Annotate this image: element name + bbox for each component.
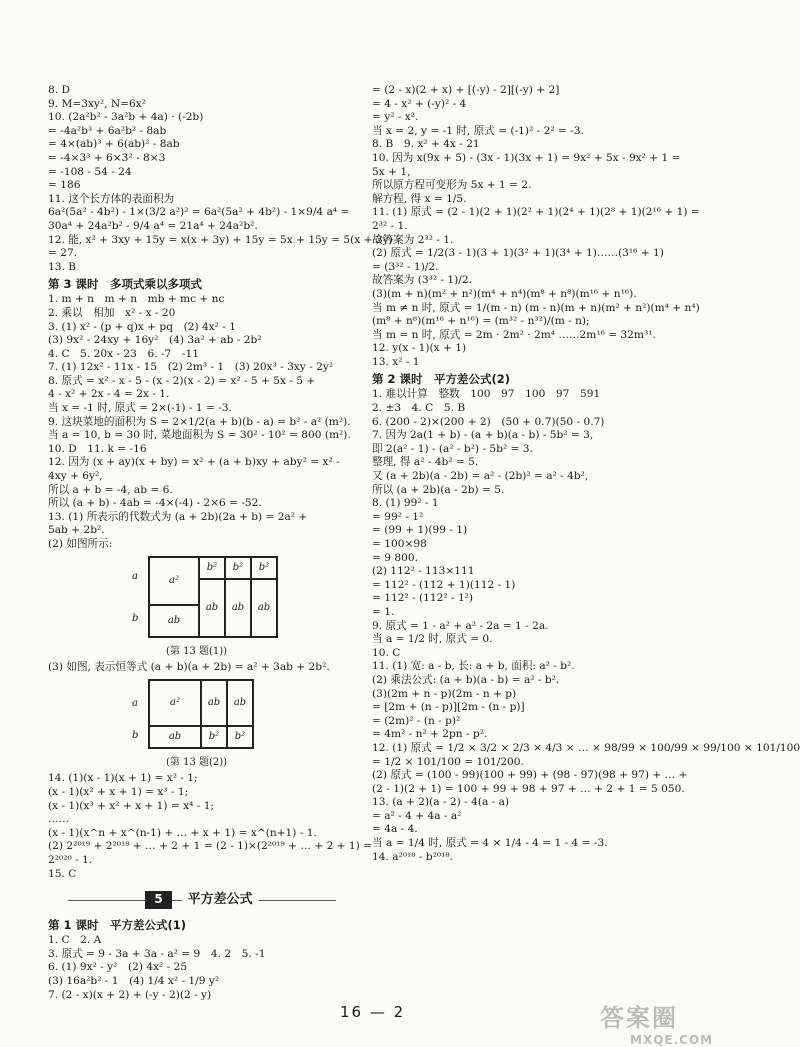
fig1-label-a: a bbox=[132, 570, 138, 582]
answers-block-2 bbox=[48, 293, 356, 551]
answer-line: 4xy + 6y², bbox=[48, 470, 103, 483]
fig2-cell-b2-1: b² bbox=[201, 726, 227, 748]
answer-line: 30a⁴ + 24a²b² - 9/4 a⁴ = 21a⁴ + 24a²b². bbox=[48, 219, 258, 232]
answer-line: 9. 原式 = 1 - a² + a² - 2a = 1 - 2a. bbox=[372, 619, 549, 632]
answer-line: (2) 乘法公式: (a + b)(a - b) = a² - b². bbox=[372, 673, 560, 686]
answer-line: (2) 原式 = (100 - 99)(100 + 99) + (98 - 97)(98 + 97) + … + bbox=[372, 769, 688, 782]
answer-line: 12. 能, x² + 3xy + 15y = x(x + 3y) + 15y = 5x + 15y = 5(x + 3y) bbox=[48, 233, 393, 246]
answers-block-right-2 bbox=[372, 388, 800, 864]
answer-line: 10. 因为 x(9x + 5) - (3x - 1)(3x + 1) = 9x² + 5x - 9x² + 1 = bbox=[372, 151, 681, 164]
answer-line: (2) 如图所示: bbox=[48, 538, 113, 550]
answer-line: (3) 16a²b² - 1 (4) 1/4 x² - 1/9 y² bbox=[48, 974, 220, 987]
answer-line: 6a²(5a² - 4b²) - 1×(3/2 a²)² = 6a²(5a² + 4b²) - 1×9/4 a⁴ = bbox=[48, 206, 350, 219]
answer-line: 8. B 9. x² + 4x - 21 bbox=[372, 138, 480, 151]
fig2-cell-a2: a² bbox=[149, 680, 201, 726]
fig2-cell-ab: ab bbox=[149, 726, 201, 748]
answer-line: = 4m² - n² + 2pn - p². bbox=[372, 728, 488, 741]
fig2-grid bbox=[148, 679, 254, 749]
fig2-label-b: b bbox=[132, 729, 139, 741]
answer-line: (3)(m + n)(m² + n²)(m⁴ + n⁴)(m⁸ + n⁸)(m¹⁶ + n¹⁶). bbox=[372, 287, 637, 300]
fig1-grid bbox=[148, 556, 278, 638]
answer-line: 1. m + n m + n mb + mc + nc bbox=[48, 293, 225, 306]
answer-line: 8. (1) 99² - 1 bbox=[372, 497, 439, 510]
answer-line: 故答案为 (3³² - 1)/2. bbox=[372, 274, 472, 287]
chapter-banner bbox=[48, 889, 356, 911]
answer-line: = 186 bbox=[48, 179, 81, 192]
fig2-label-a: a bbox=[132, 697, 138, 709]
answer-line: = a² - 4 + 4a - a² bbox=[372, 809, 462, 822]
answers-block-3 bbox=[48, 661, 356, 675]
answer-line: 1. C 2. A bbox=[48, 934, 102, 947]
answer-line: 故答案为 2³² - 1. bbox=[372, 233, 454, 246]
answer-line: 即 2(a² - 1) - (a² - b²) - 5b² = 3. bbox=[372, 442, 533, 455]
answer-line: 10. (2a²b² - 3a²b + 4a) · (-2b) bbox=[48, 111, 204, 124]
answer-line: 当 m ≠ n 时, 原式 = 1/(m - n) (m - n)(m + n)(m² + n²)(m⁴ + n⁴) bbox=[372, 301, 700, 314]
answer-line: 12. 因为 (x + ay)(x + by) = x² + (a + b)xy + aby² = x² - bbox=[48, 456, 340, 469]
figure-13-2 bbox=[132, 679, 356, 770]
answer-line: 6. (200 - 2)×(200 + 2) (50 + 0.7)(50 - 0.7) bbox=[372, 415, 605, 428]
fig2-cell-ab-3: ab bbox=[227, 680, 253, 726]
answer-line: 9. 这块菜地的面积为 S = 2×1/2(a + b)(b - a) = b² - a² (m²). bbox=[48, 415, 351, 428]
section-heading-lesson3: 第 3 课时 多项式乘以多项式 bbox=[48, 277, 203, 292]
fig1-cell-b2-3: b² bbox=[251, 557, 277, 579]
answer-line: 所以 (a + b) - 4ab = -4×(-4) - 2×6 = -52. bbox=[48, 497, 262, 510]
answer-line: = 4×(ab)³ + 6(ab)² - 8ab bbox=[48, 138, 180, 151]
answer-line: 10. D 11. k = -16 bbox=[48, 442, 147, 455]
answer-line: 14. a²⁰¹⁸ - b²⁰¹⁸. bbox=[372, 850, 453, 863]
answer-line: 当 m = n 时, 原式 = 2m · 2m² · 2m⁴ ……2m¹⁶ = 32m³¹. bbox=[372, 328, 656, 341]
fig2-cell-b2-2: b² bbox=[227, 726, 253, 748]
answer-line: (m⁸ + n⁸)(m¹⁶ + n¹⁶) = (m³² - n³²)/(m - n); bbox=[372, 315, 590, 328]
answer-line: (3) 如图, 表示恒等式 (a + b)(a + 2b) = a² + 3ab + 2b². bbox=[48, 661, 330, 674]
fig1-cell-ab-3: ab bbox=[225, 579, 251, 637]
answer-line: 6. (1) 9x² - y² (2) 4x² - 25 bbox=[48, 961, 188, 974]
answer-line: 当 x = 2, y = -1 时, 原式 = (-1)² - 2² = -3. bbox=[372, 124, 584, 137]
answer-line: = 27. bbox=[48, 247, 78, 260]
answer-line: = (99 + 1)(99 - 1) bbox=[372, 524, 468, 537]
answer-line: 9. M=3xy², N=6x² bbox=[48, 97, 146, 110]
chapter-title: 平方差公式 bbox=[182, 893, 259, 907]
fig1-cell-b2-2: b² bbox=[225, 557, 251, 579]
answer-line: 4 - x² + 2x - 4 = 2x - 1. bbox=[48, 388, 170, 401]
answer-line: (2) 112² - 113×111 bbox=[372, 565, 475, 578]
answer-line: = 9 800. bbox=[372, 551, 418, 564]
answer-line: (3)(2m + n - p)(2m - n + p) bbox=[372, 687, 517, 700]
answer-line: 12. y(x - 1)(x + 1) bbox=[372, 342, 467, 355]
answer-line: 7. 因为 2a(1 + b) - (a + b)(a - b) - 5b² = 3, bbox=[372, 429, 594, 442]
fig1-cell-ab-2: ab bbox=[199, 579, 225, 637]
answer-line: = 112² - (112 + 1)(112 - 1) bbox=[372, 578, 516, 591]
answers-block-4 bbox=[48, 772, 373, 881]
figure-13-1-caption: (第 13 题(1)) bbox=[166, 645, 228, 657]
answers-block-5 bbox=[48, 934, 356, 1002]
answer-line: 当 a = 1/2 时, 原式 = 0. bbox=[372, 633, 493, 646]
answer-line: 2³² - 1. bbox=[372, 219, 408, 232]
answer-line: (2 - 1)(2 + 1) = 100 + 99 + 98 + 97 + … + 2 + 1 = 5 050. bbox=[372, 782, 685, 795]
answer-line: (x - 1)(x³ + x² + x + 1) = x⁴ - 1; bbox=[48, 799, 215, 812]
answer-line: 4. C 5. 20x - 23 6. -7 -11 bbox=[48, 347, 199, 360]
fig1-cell-b2-1: b² bbox=[199, 557, 225, 579]
answer-line: 当 a = 1/4 时, 原式 = 4 × 1/4 - 4 = 1 - 4 = -3. bbox=[372, 837, 608, 850]
answer-line: 3. 原式 = 9 - 3a + 3a - a² = 9 4. 2 5. -1 bbox=[48, 947, 266, 960]
answer-line: = (3³² - 1)/2. bbox=[372, 260, 439, 273]
chapter-number: 5 bbox=[145, 891, 171, 909]
answer-line: 所以 a + b = -4, ab = 6. bbox=[48, 483, 173, 496]
answer-line: 13. x² - 1 bbox=[372, 355, 420, 368]
answer-line: (3) 9x² - 24xy + 16y² (4) 3a² + ab - 2b² bbox=[48, 334, 262, 347]
right-column bbox=[372, 84, 800, 864]
answer-line: 2. ±3 4. C 5. B bbox=[372, 402, 466, 415]
answer-line: 11. (1) 原式 = (2 - 1)(2 + 1)(2² + 1)(2⁴ + 1)(2⁸ + 1)(2¹⁶ + 1) = bbox=[372, 206, 700, 219]
answer-line: 整理, 得 a² - 4b² = 5. bbox=[372, 456, 479, 469]
answer-line: = 1/2 × 101/100 = 101/200. bbox=[372, 755, 524, 768]
figure-13-1 bbox=[132, 556, 356, 659]
answer-line: = -108 - 54 - 24 bbox=[48, 165, 132, 178]
answer-line: 5ab + 2b². bbox=[48, 524, 105, 537]
answer-line: = 4a - 4. bbox=[372, 823, 418, 836]
answer-line: 所以原方程可变形为 5x + 1 = 2. bbox=[372, 179, 532, 192]
answer-line: 2. 乘以 相加 x² - x - 20 bbox=[48, 306, 176, 319]
answer-line: 1. 难以计算 整数 100 97 100 97 591 bbox=[372, 388, 601, 401]
answer-line: 5x + 1, bbox=[372, 165, 411, 178]
answer-line: 11. 这个长方体的表面积为 bbox=[48, 192, 175, 205]
fig1-cell-ab-4: ab bbox=[251, 579, 277, 637]
answer-line: 13. (a + 2)(a - 2) - 4(a - a) bbox=[372, 796, 510, 809]
answer-line: 8. 原式 = x² - x - 5 - (x - 2)(x - 2) = x² - 5 + 5x - 5 + bbox=[48, 374, 316, 387]
answer-line: 2²⁰²⁰ - 1. bbox=[48, 853, 93, 866]
answer-line: = 1. bbox=[372, 605, 395, 618]
answers-block-right-1 bbox=[372, 84, 702, 369]
answer-line: (2) 2²⁰¹⁹ + 2²⁰¹⁸ + … + 2 + 1 = (2 - 1)×(2²⁰¹⁹ + … + 2 + 1) = bbox=[48, 840, 373, 853]
answer-line: 8. D bbox=[48, 84, 70, 96]
answer-line: 10. C bbox=[372, 646, 401, 659]
answer-line: = [2m + (n - p)][2m - (n - p)] bbox=[372, 701, 525, 714]
answer-line: (2) 原式 = 1/2(3 - 1)(3 + 1)(3² + 1)(3⁴ + 1)……(3¹⁶ + 1) bbox=[372, 247, 664, 260]
answer-line: 13. (1) 所表示的代数式为 (a + 2b)(2a + b) = 2a² + bbox=[48, 510, 308, 523]
answer-line: = (2 - x)(2 + x) + [(-y) - 2][(-y) + 2] bbox=[372, 84, 560, 96]
fig1-cell-a2: a² bbox=[149, 557, 199, 605]
answer-line: (x - 1)(x² + x + 1) = x³ - 1; bbox=[48, 785, 189, 798]
figure-13-2-caption: (第 13 题(2)) bbox=[166, 756, 228, 768]
section-heading-lesson1: 第 1 课时 平方差公式(1) bbox=[48, 918, 187, 933]
answer-line: 当 a = 10, b = 30 时, 菜地面积为 S = 30² - 10² = 800 (m²). bbox=[48, 429, 351, 442]
answer-line: = 112² - (112² - 1²) bbox=[372, 592, 474, 605]
answer-line: 11. (1) 宽: a - b, 长: a + b, 面积: a² - b². bbox=[372, 660, 575, 673]
answer-line: 解方程, 得 x = 1/5. bbox=[372, 192, 467, 205]
answer-line: 14. (1)(x - 1)(x + 1) = x² - 1; bbox=[48, 772, 198, 785]
answer-line: 3. (1) x² - (p + q)x + pq (2) 4x² - 1 bbox=[48, 320, 236, 333]
answer-line: = -4×3³ + 6×3² - 8×3 bbox=[48, 151, 166, 164]
answer-line: = 4 - x² + (-y)² - 4 bbox=[372, 97, 467, 110]
answer-line: = 100×98 bbox=[372, 538, 427, 550]
page-number: 16 — 2 bbox=[340, 1003, 406, 1021]
answer-line: 12. (1) 原式 = 1/2 × 3/2 × 2/3 × 4/3 × … × 98/99 × 100/99 × 99/100 × 101/100 bbox=[372, 741, 800, 754]
answer-line: (x - 1)(x^n + x^(n-1) + … + x + 1) = x^(n+1) - 1. bbox=[48, 826, 317, 839]
fig1-label-b: b bbox=[132, 612, 139, 624]
watermark-bottom: MXQE.COM bbox=[630, 1033, 714, 1047]
watermark-logo bbox=[600, 998, 750, 1047]
answer-line: 7. (2 - x)(x + 2) + (-y - 2)(2 - y) bbox=[48, 988, 212, 1001]
answer-line: 13. B bbox=[48, 260, 76, 273]
answer-line: = y² - x². bbox=[372, 111, 419, 124]
answer-line: 所以 (a + 2b)(a - 2b) = 5. bbox=[372, 483, 505, 496]
watermark-top: 答案圈 bbox=[600, 1004, 678, 1032]
answer-line: = (2m)² - (n - p)² bbox=[372, 714, 461, 727]
fig2-cell-ab-2: ab bbox=[201, 680, 227, 726]
answer-line: = 99² - 1² bbox=[372, 510, 424, 523]
answer-line: 当 x = -1 时, 原式 = 2×(-1) - 1 = -3. bbox=[48, 402, 232, 415]
fig1-cell-ab: ab bbox=[149, 605, 199, 637]
answer-line: 7. (1) 12x² - 11x - 15 (2) 2m³ - 1 (3) 20x³ - 3xy - 2y² bbox=[48, 361, 334, 374]
answer-line: 又 (a + 2b)(a - 2b) = a² - (2b)² = a² - 4b², bbox=[372, 470, 589, 483]
answer-line: …… bbox=[48, 813, 70, 826]
section-heading-lesson2: 第 2 课时 平方差公式(2) bbox=[372, 372, 511, 387]
answer-line: = -4a²b³ + 6a²b² - 8ab bbox=[48, 124, 167, 137]
answer-line: 15. C bbox=[48, 867, 77, 880]
